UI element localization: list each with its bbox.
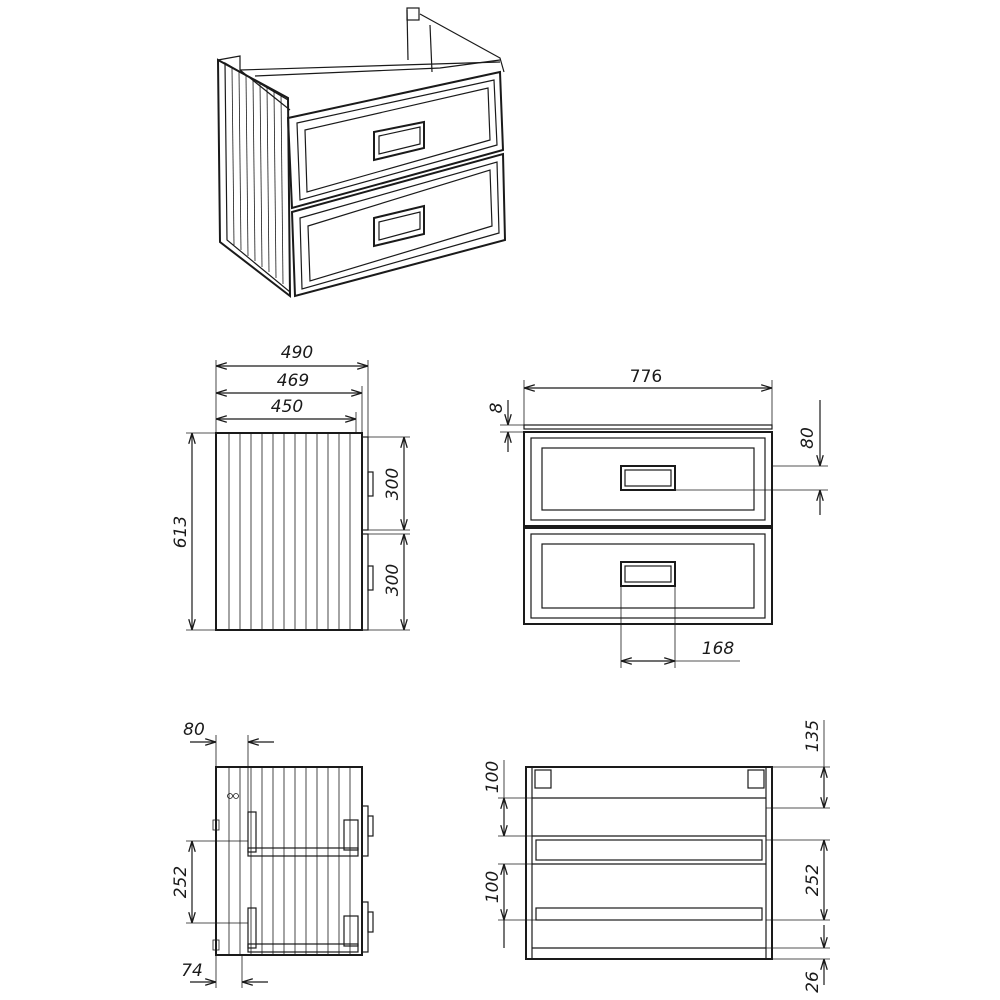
dim-469: 469: [276, 371, 310, 391]
side-view: [171, 343, 410, 630]
dim-100-bottom: 100: [483, 870, 503, 904]
dim-776: 776: [629, 367, 663, 387]
dim-450: 450: [270, 397, 304, 417]
section-handle-top: [368, 816, 373, 836]
back-view: [483, 720, 830, 993]
back-drawer-bottom: [536, 908, 762, 920]
front-view: [487, 367, 828, 668]
section-flutes: [229, 767, 350, 955]
dim-74: 74: [181, 961, 203, 981]
dim-613: 613: [171, 515, 191, 549]
front-drawer-bottom: [524, 528, 772, 624]
dim-252-section: 252: [171, 865, 191, 899]
dim-8: 8: [487, 402, 507, 414]
dim-100-top: 100: [483, 760, 503, 794]
side-handle-bottom: [368, 566, 373, 590]
back-bracket-right: [748, 770, 764, 788]
dim-80: 80: [798, 427, 818, 449]
dim-490: 490: [280, 343, 314, 363]
section-handle-bottom: [368, 912, 373, 932]
back-bracket-left: [535, 770, 551, 788]
back-frame: [526, 767, 772, 959]
dim-300-top: 300: [383, 467, 403, 501]
dim-300-bottom: 300: [383, 563, 403, 597]
isometric-view: [218, 8, 505, 296]
back-drawer-top: [536, 840, 762, 860]
side-handle-top: [368, 472, 373, 496]
section-runner-bottom: [248, 944, 358, 952]
front-drawer-top: [524, 432, 772, 526]
isometric-flutes: [232, 68, 283, 284]
section-body: [216, 767, 362, 955]
dim-252-back: 252: [803, 863, 823, 897]
side-flutes: [229, 433, 350, 630]
side-body: [216, 433, 362, 630]
section-runner-top: [248, 848, 358, 856]
side-section-view: [171, 720, 373, 988]
dim-135: 135: [803, 719, 823, 753]
dim-26: 26: [803, 971, 823, 993]
dim-168: 168: [701, 639, 735, 659]
dim-80-section: 80: [183, 720, 205, 740]
